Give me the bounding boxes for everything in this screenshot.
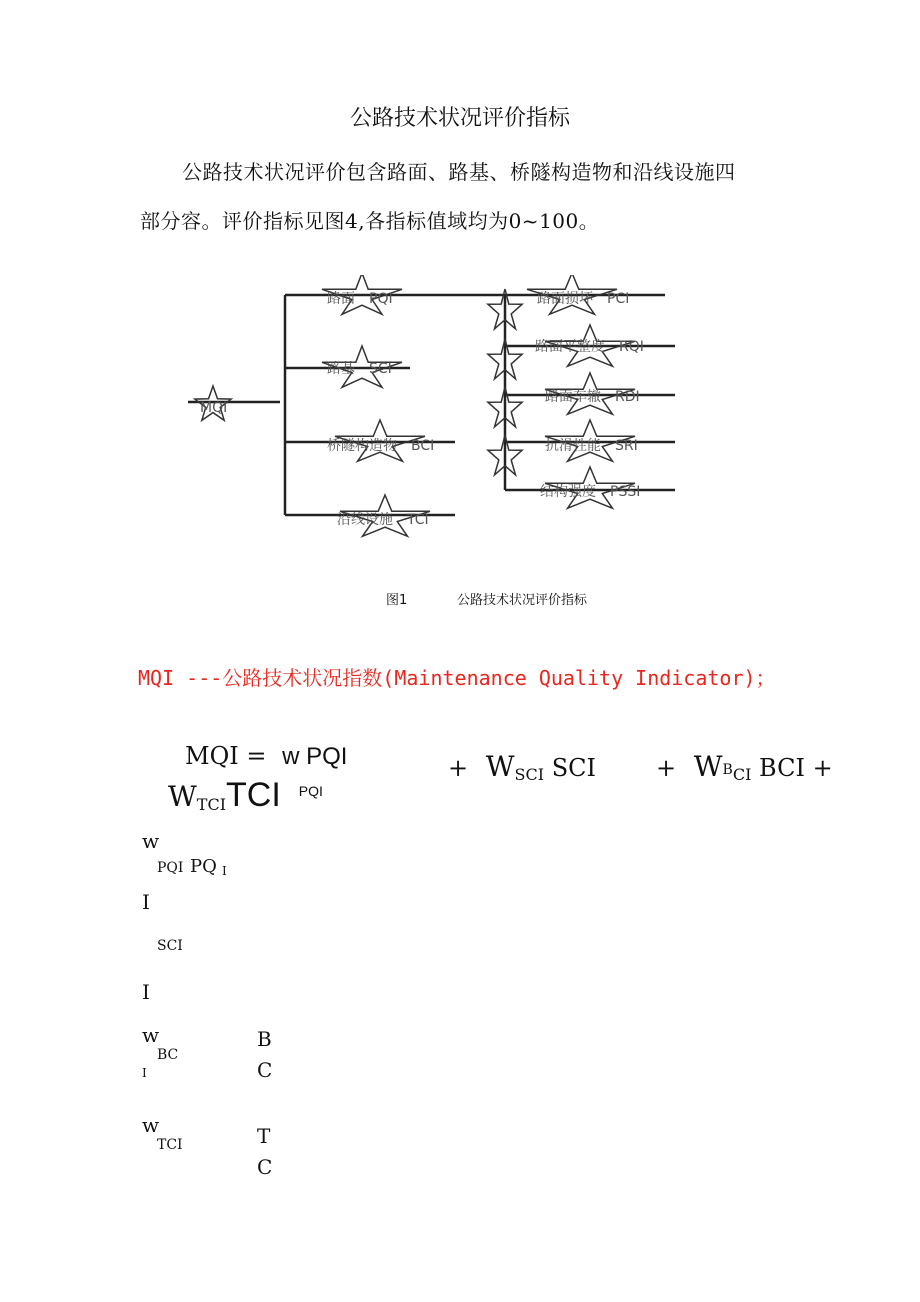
formula-w-tci-sub: TCI	[196, 795, 227, 814]
branch-label-tci: 沿线设施 TCI	[337, 512, 429, 528]
formula-term-tci	[168, 776, 323, 815]
figure-caption: 公路技术状况评价指标	[457, 593, 588, 608]
sub-branch-label-pci: 路面损坏 PCI	[537, 291, 630, 307]
frag-c-2: C	[257, 1155, 273, 1179]
formula-term-sci	[448, 750, 596, 784]
formula-w-sci: W	[485, 750, 515, 783]
intro-paragraph-line-1: 公路技术状况评价包含路面、路基、桥隧构造物和沿线设施四	[182, 160, 736, 184]
page-title: 公路技术状况评价指标	[349, 106, 570, 131]
frag-w-1: w	[142, 829, 160, 853]
sub-branch-label-pssi: 结构强度 PSSI	[540, 484, 641, 500]
frag-pqi: PQI	[157, 860, 184, 876]
frag-i-1: I	[142, 890, 150, 914]
frag-b: B	[257, 1027, 272, 1051]
branch-label-sci: 路基 SCI	[327, 361, 392, 377]
frag-i-3: I	[142, 1066, 147, 1080]
frag-pq: PQ	[190, 856, 217, 877]
mqi-definition: MQI ---公路技术状况指数(Maintenance Quality Indicator)；	[138, 666, 776, 690]
frag-i-2: I	[142, 980, 150, 1004]
frag-c-1: C	[257, 1058, 273, 1082]
formula-w-bci: W	[693, 750, 723, 783]
formula-term-pqi: w PQI	[282, 743, 348, 770]
formula-bci: BCI +	[759, 754, 833, 782]
frag-w-3: w	[142, 1113, 160, 1137]
formula-w-bci-sub-ci: CI	[732, 765, 752, 784]
figure-number: 图1	[386, 593, 408, 608]
formula-term-bci	[656, 750, 833, 784]
formula-lhs	[185, 742, 347, 771]
formula-tci: TCI	[226, 776, 281, 814]
formula-w-sci-sub: SCI	[514, 765, 545, 784]
frag-tci: TCI	[157, 1137, 183, 1153]
formula-sci: SCI	[551, 754, 596, 782]
sub-branch-label-rdi: 路面车辙 RDI	[545, 389, 640, 405]
branch-label-pqi: 路面 PQI	[327, 291, 393, 307]
sub-branch-label-sri: 抗滑性能 SRI	[545, 438, 638, 454]
sub-branch-label-rqi: 路面平整度 RQI	[535, 339, 644, 355]
frag-w-2: w	[142, 1023, 160, 1047]
frag-pq-i: I	[222, 864, 227, 878]
formula-plus-1: +	[448, 754, 469, 782]
formula-tci-sup: PQI	[298, 783, 323, 799]
frag-sci: SCI	[157, 938, 183, 954]
root-node-label: MQI	[200, 400, 228, 416]
evaluation-index-diagram	[180, 275, 700, 545]
frag-bc: BC	[157, 1047, 179, 1063]
formula-w-bci-sub-b: B	[722, 762, 733, 778]
frag-t: T	[257, 1124, 271, 1148]
formula-mqi-eq: MQI =	[185, 742, 267, 770]
intro-paragraph-line-2: 部分容。评价指标见图4,各指标值域均为0~100。	[140, 209, 600, 233]
formula-plus-2: +	[656, 754, 677, 782]
formula-w-tci: W	[168, 780, 197, 813]
branch-label-bci: 桥隧构造物 BCI	[327, 438, 435, 454]
